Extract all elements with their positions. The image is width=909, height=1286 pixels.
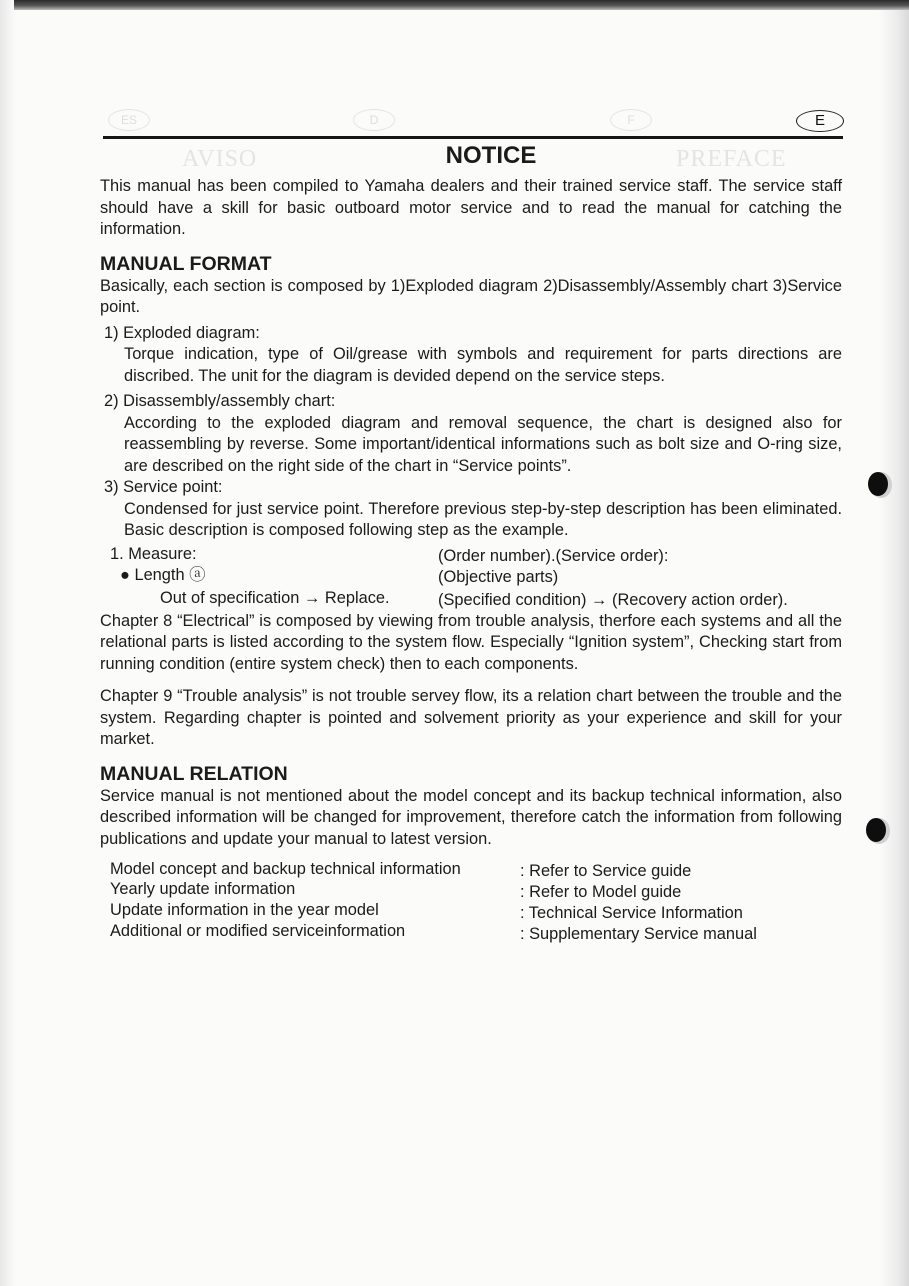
- publication-info: Model concept and backup technical information: [110, 860, 461, 878]
- publication-ref: : Supplementary Service manual: [520, 925, 757, 943]
- example-right: (Order number).(Service order):: [438, 546, 669, 565]
- example-left: 1. Measure:: [110, 544, 197, 563]
- publication-info: Additional or modified serviceinformation: [110, 922, 406, 940]
- manual-relation-intro: Service manual is not mentioned about the model concept and its backup technical information, also described information will be changed for improvement, therefore catch the information from following publications and update your manual to latest version.: [100, 786, 842, 848]
- ghost-title: PREFACE: [676, 146, 787, 172]
- language-tab-ghost: F: [610, 109, 652, 131]
- ghost-title: AVISO: [182, 146, 258, 172]
- publication-ref: : Technical Service Information: [520, 904, 743, 922]
- publication-info: Yearly update information: [110, 880, 296, 898]
- publication-ref: : Refer to Service guide: [520, 862, 692, 880]
- publication-ref: : Refer to Model guide: [520, 883, 682, 901]
- page-right-edge-shading: [879, 0, 909, 1286]
- binder-hole-icon: [868, 472, 888, 496]
- section-heading-manual-relation: MANUAL RELATION: [100, 762, 288, 785]
- chapter-9-paragraph: Chapter 9 “Trouble analysis” is not trouble servey flow, its a relation chart between the trouble and the system. Regarding chapter is pointed and solvement priority as your experience and skill for your market.: [100, 687, 842, 748]
- example-right: (Objective parts): [438, 567, 559, 586]
- chapter-8-paragraph: Chapter 8 “Electrical” is composed by viewing from trouble analysis, therfore each systems and all the relational parts is listed according to the system flow. Especially “Ignition system”, Checking start from running condition (entire system check) then to each components.: [100, 611, 842, 673]
- format-item-body: Condensed for just service point. Therefore previous step-by-step description has been eliminated. Basic description is composed following step as the example.: [124, 499, 842, 539]
- format-item-body: According to the exploded diagram and removal sequence, the chart is designed also for reassembling by reverse. Some important/identical informations such as bolt size and O-ring size, are described on the right side of the chart in “Service points”.: [124, 413, 842, 475]
- binder-hole-icon: [866, 818, 886, 842]
- publication-info: Update information in the year model: [110, 901, 379, 919]
- section-heading-manual-format: MANUAL FORMAT: [100, 252, 272, 275]
- intro-paragraph: This manual has been compiled to Yamaha dealers and their trained service staff. The service staff should have a skill for basic outboard motor service and to read the manual for catching the information.: [100, 177, 842, 238]
- format-item-label: 3) Service point:: [104, 478, 223, 496]
- language-tab-ghost: ES: [108, 109, 150, 131]
- publication-list: [100, 859, 842, 947]
- example-left: ● Length ⓐ: [120, 565, 206, 584]
- page-title: NOTICE: [445, 142, 537, 169]
- header-rule: [103, 136, 843, 139]
- format-item-body: Torque indication, type of Oil/grease with symbols and requirement for parts directions are discribed. The unit for the diagram is devided depend on the service steps.: [124, 345, 842, 385]
- language-tab-active: E: [796, 110, 844, 132]
- example-left: Out of specification → Replace.: [160, 588, 390, 607]
- manual-format-intro: Basically, each section is composed by 1)Exploded diagram 2)Disassembly/Assembly chart 3)Service point.: [100, 276, 842, 316]
- format-item-label: 2) Disassembly/assembly chart:: [104, 392, 336, 410]
- format-item-label: 1) Exploded diagram:: [104, 323, 260, 342]
- service-point-example: [100, 544, 842, 611]
- scan-top-shadow: [14, 0, 909, 10]
- language-tab-ghost: D: [353, 109, 395, 131]
- example-right: (Specified condition) → (Recovery action order).: [438, 590, 788, 609]
- page-left-edge-shading: [0, 0, 16, 1286]
- notice-page: [100, 142, 842, 947]
